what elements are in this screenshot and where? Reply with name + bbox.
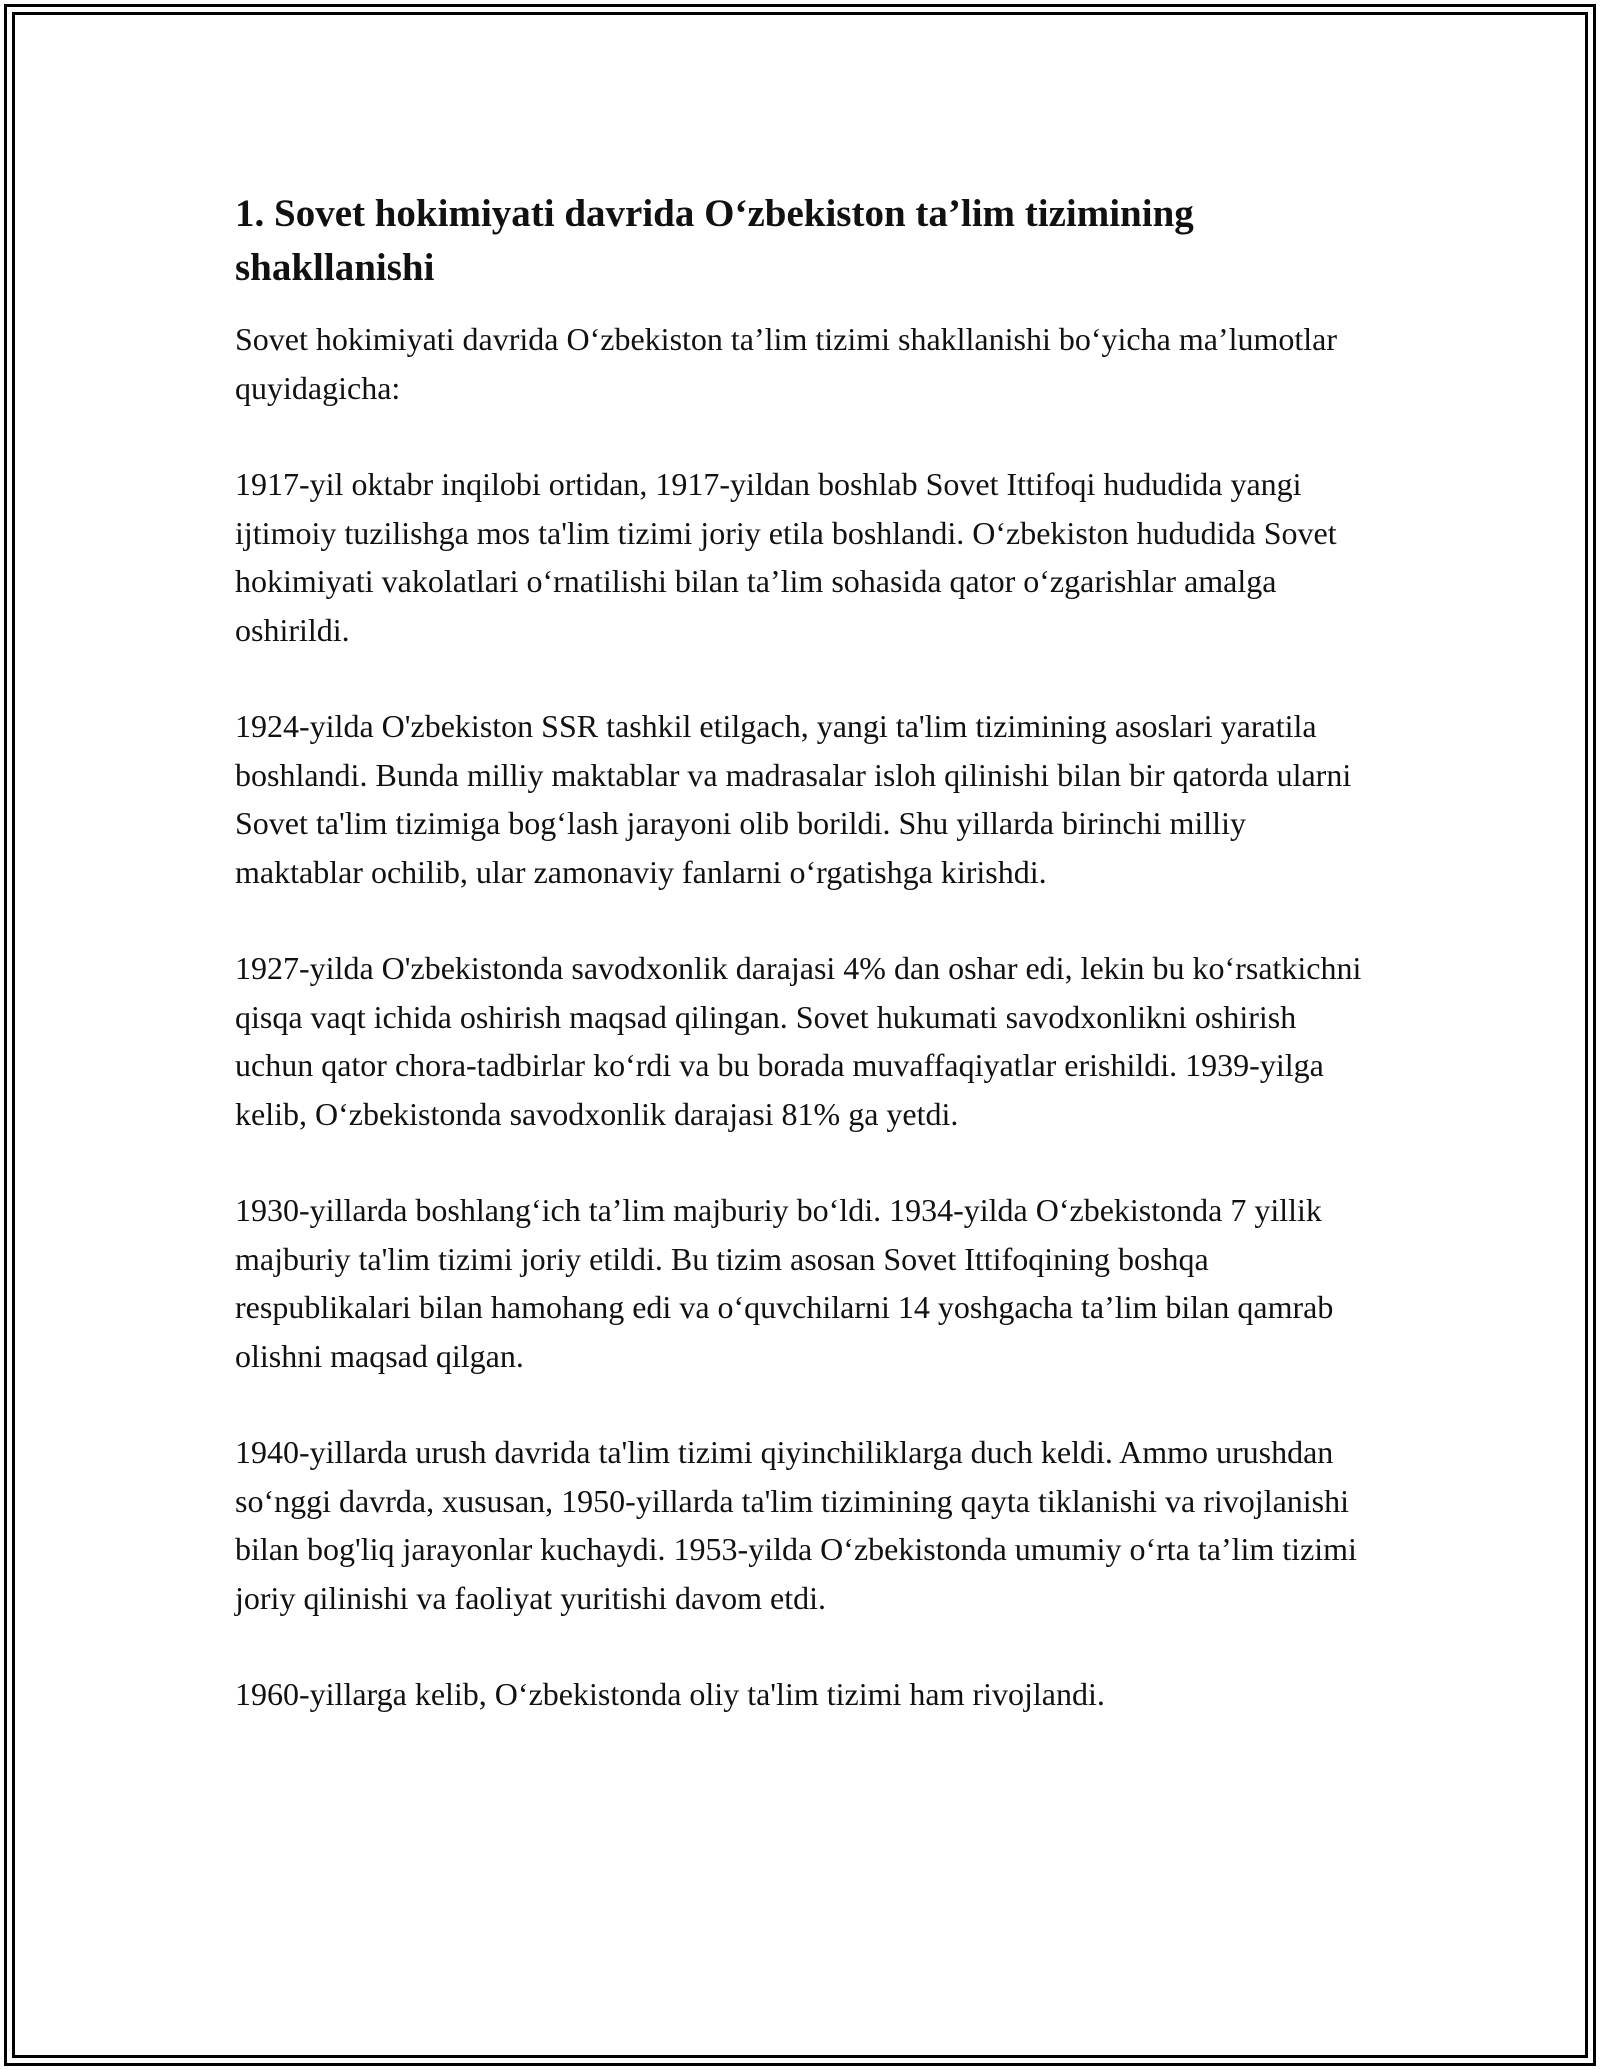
paragraph-1940s: 1940-yillarda urush davrida ta'lim tizimi qiyinchiliklarga duch keldi. Ammo urushdan so‘nggi davrda, xususan, 1950-yillarda ta'lim tizimining qayta tiklanishi va rivojlanishi bilan bog'liq jarayonlar kuchaydi. 1953-yilda O‘zbekistonda umumiy o‘rta ta’lim tizimi joriy qilinishi va faoliyat yuritishi davom etdi.: [235, 1434, 1357, 1616]
paragraph-1917: 1917-yil oktabr inqilobi ortidan, 1917-yildan boshlab Sovet Ittifoqi hududida yangi ijtimoiy tuzilishga mos ta'lim tizimi joriy etila boshlandi. O‘zbekiston hududida Sovet hokimiyati vakolatlari o‘rnatilishi bilan ta’lim sohasida qator o‘zgarishlar amalga oshirildi.: [235, 466, 1337, 648]
paragraph-1960s: 1960-yillarga kelib, O‘zbekistonda oliy ta'lim tizimi ham rivojlandi.: [235, 1676, 1105, 1712]
paragraph-1927: 1927-yilda O'zbekistonda savodxonlik darajasi 4% dan oshar edi, lekin bu ko‘rsatkichni qisqa vaqt ichida oshirish maqsad qilingan. Sovet hukumati savodxonlikni oshirish uchun qator chora-tadbirlar ko‘rdi va bu borada muvaffaqiyatlar erishildi. 1939-yilga kelib, O‘zbekistonda savodxonlik darajasi 81% ga yetdi.: [235, 950, 1362, 1132]
intro-paragraph: Sovet hokimiyati davrida O‘zbekiston ta’lim tizimi shakllanishi bo‘yicha ma’lumotlar quyidagicha:: [235, 321, 1337, 406]
document-body: [235, 187, 1375, 1767]
paragraph-1930s: 1930-yillarda boshlang‘ich ta’lim majburiy bo‘ldi. 1934-yilda O‘zbekistonda 7 yillik majburiy ta'lim tizimi joriy etildi. Bu tizim asosan Sovet Ittifoqining boshqa respublikalari bilan hamohang edi va o‘quvchilarni 14 yoshgacha ta’lim bilan qamrab olishni maqsad qilgan.: [235, 1192, 1334, 1374]
paragraph-1924: 1924-yilda O'zbekiston SSR tashkil etilgach, yangi ta'lim tizimining asoslari yaratila boshlandi. Bunda milliy maktablar va madrasalar isloh qilinishi bilan bir qatorda ularni Sovet ta'lim tizimiga bog‘lash jarayoni olib borildi. Shu yillarda birinchi milliy maktablar ochilib, ular zamonaviy fanlarni o‘rgatishga kirishdi.: [235, 708, 1352, 890]
section-title: 1. Sovet hokimiyati davrida O‘zbekiston ta’lim tizimining shakllanishi: [235, 192, 1194, 289]
